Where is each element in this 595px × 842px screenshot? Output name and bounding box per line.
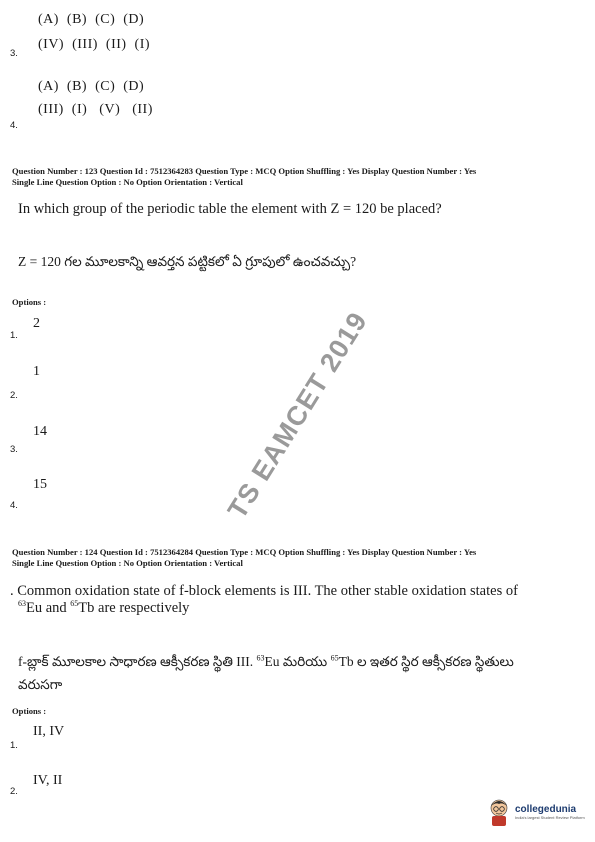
- prev-option-4-values: (III) (I) (V) (II): [38, 102, 153, 117]
- watermark: TS EAMCET 2019: [221, 306, 374, 524]
- question-123-text-english: In which group of the periodic table the element with Z = 120 be placed?: [18, 201, 442, 217]
- question-124-meta-line1: Question Number : 124 Question Id : 7512364284 Question Type : MCQ Option Shuffling : Yes Display Question Number : Yes: [12, 547, 477, 557]
- logo-tagline: India's largest Student Review Platform: [515, 815, 585, 820]
- question-124-text-english-line1: . Common oxidation state of f-block elements is III. The other stable oxidation states of: [10, 583, 518, 599]
- question-123-option-1-number: 1.: [10, 330, 18, 341]
- prev-option-4-number: 4.: [10, 120, 18, 131]
- prev-option-4-letters: (A) (B) (C) (D): [38, 79, 145, 94]
- question-124-option-2-value[interactable]: IV, II: [33, 773, 63, 788]
- collegedunia-logo: [488, 798, 585, 826]
- prev-option-3-values: (IV) (III) (II) (I): [38, 37, 151, 52]
- question-124-text-telugu-line2: వరుసగా: [18, 677, 63, 692]
- question-123-meta-line1: Question Number : 123 Question Id : 7512364283 Question Type : MCQ Option Shuffling : Yes Display Question Number : Yes: [12, 166, 477, 176]
- prev-option-3-number: 3.: [10, 48, 18, 59]
- question-123-meta-line2: Single Line Question Option : No Option Orientation : Vertical: [12, 177, 243, 187]
- question-123-option-4-value[interactable]: 15: [33, 477, 47, 492]
- question-123-option-3-number: 3.: [10, 444, 18, 455]
- question-123-option-3-value[interactable]: 14: [33, 424, 47, 439]
- logo-name: collegedunia: [515, 804, 577, 815]
- question-124-option-1-value[interactable]: II, IV: [33, 724, 65, 739]
- question-123-option-4-number: 4.: [10, 500, 18, 511]
- mascot-icon: [488, 798, 510, 826]
- question-124-option-2-number: 2.: [10, 786, 18, 797]
- question-124-text-english: [10, 583, 518, 617]
- question-123-text-telugu: Z = 120 గల మూలకాన్ని ఆవర్తన పట్టికలో ఏ గ్రూపులో ఉంచవచ్చు?: [18, 254, 357, 269]
- question-123-meta: [12, 166, 572, 188]
- question-124-options-label: Options :: [12, 706, 47, 716]
- question-124-text-telugu: [18, 650, 514, 696]
- question-123-options-label: Options :: [12, 297, 47, 307]
- question-123-option-2-value[interactable]: 1: [33, 364, 40, 379]
- question-124-text-english-line2: $^{63}$Eu and $^{65}$Tb are respectively: [18, 599, 190, 616]
- question-124-meta: [12, 547, 572, 569]
- question-123-option-2-number: 2.: [10, 390, 18, 401]
- question-124-meta-line2: Single Line Question Option : No Option Orientation : Vertical: [12, 558, 243, 568]
- question-124-text-telugu-line1: f-బ్లాక్ మూలకాల సాధారణ ఆక్సీకరణ స్థితి III. $^{63}$Eu మరియు $^{65}$Tb ల ఇతర స్థిర ఆక్సీకరణ స్థితులు: [18, 653, 514, 669]
- logo-text: [515, 804, 585, 820]
- question-123-option-1-value[interactable]: 2: [33, 316, 40, 331]
- question-124-option-1-number: 1.: [10, 740, 18, 751]
- prev-option-3-letters: (A) (B) (C) (D): [38, 12, 145, 27]
